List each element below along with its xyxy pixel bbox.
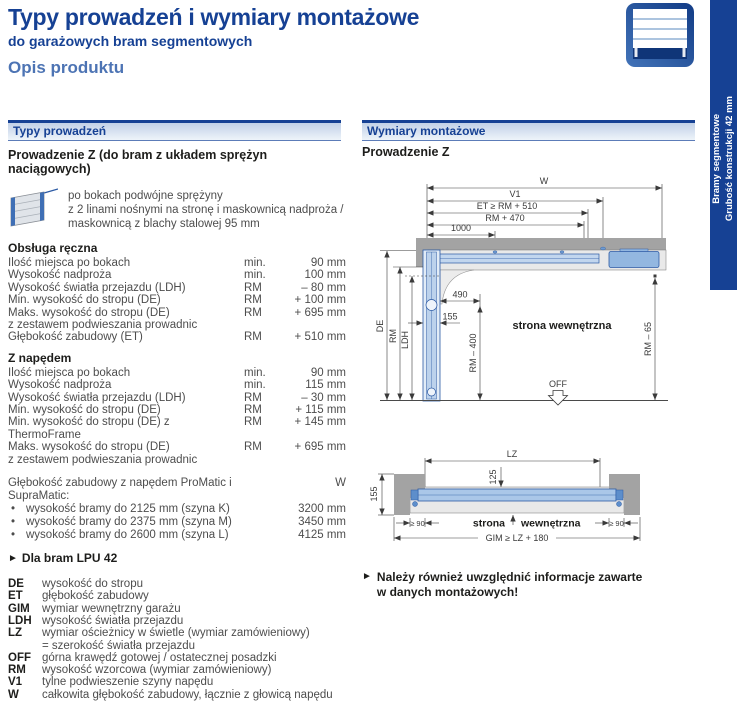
- sectional-door-icon: [625, 2, 695, 68]
- spec-value: + 100 mm: [294, 294, 346, 307]
- spec-value: – 80 mm: [301, 281, 346, 294]
- legend-row: [8, 689, 346, 701]
- manual-title: Obsługa ręczna: [8, 241, 98, 255]
- label-off: OFF: [549, 379, 567, 389]
- legend-def: wymiar wewnętrzny garażu: [42, 602, 181, 615]
- legend-term: RM: [8, 664, 26, 677]
- legend-row: [8, 676, 346, 688]
- dim-1000: 1000: [450, 223, 472, 233]
- spec-value: 90 mm: [310, 257, 346, 269]
- dim-rm470: RM + 470: [485, 213, 525, 223]
- legend-row: [8, 664, 346, 676]
- spec-row: [8, 416, 346, 441]
- legend-term: W: [8, 688, 19, 701]
- spec-label: Maks. wysokość do stropu (DE): [8, 441, 170, 454]
- spec-value: + 510 mm: [294, 331, 346, 344]
- spec-label: Ilość miejsca po bokach: [8, 366, 131, 379]
- dim-lz: LZ: [506, 449, 518, 459]
- spec-label: Wysokość nadproża: [8, 269, 112, 282]
- spec-qualifier: RM: [244, 416, 262, 429]
- plan-view-drawing: [362, 443, 700, 548]
- legend-row: [8, 590, 346, 602]
- spec-label: z zestawem podwieszania prowadnic: [8, 319, 198, 332]
- dim-90-right: ≥ 90: [609, 519, 624, 528]
- spec-row: [8, 319, 346, 331]
- triangle-right-icon: ►: [362, 571, 372, 582]
- intro-line1: po bokach podwójne sprężyny: [68, 190, 223, 202]
- side-tab-line2: Grubość konstrukcji 42 mm: [724, 96, 735, 222]
- off-level-arrow-icon: [549, 391, 568, 406]
- depth-value: 4125 mm: [298, 529, 346, 542]
- spec-row: [8, 392, 346, 404]
- spec-qualifier: RM: [244, 441, 262, 454]
- legend-term: OFF: [8, 651, 31, 664]
- spec-qualifier: [244, 319, 282, 331]
- spec-qualifier: min.: [244, 257, 266, 269]
- spec-qualifier: RM: [244, 281, 262, 294]
- legend-term: GIM: [8, 602, 30, 615]
- operator-head: [609, 252, 659, 268]
- spec-label: Min. wysokość do stropu (DE): [8, 294, 161, 307]
- depth-label: wysokość bramy do 2375 mm (szyna M): [26, 516, 232, 529]
- dim-v1: V1: [509, 189, 521, 199]
- legend-row: [8, 627, 346, 652]
- spec-qualifier: RM: [244, 331, 262, 344]
- spec-label: Min. wysokość do stropu (DE): [8, 404, 161, 417]
- depth-label: wysokość bramy do 2125 mm (szyna K): [26, 503, 230, 516]
- legend-def: tylne podwieszenie szyny napędu: [42, 676, 214, 689]
- dim-w: W: [539, 176, 549, 186]
- spec-value: + 695 mm: [294, 441, 346, 454]
- depth-row: [8, 516, 346, 529]
- spec-qualifier: [244, 454, 282, 466]
- spec-qualifier: RM: [244, 306, 262, 319]
- spec-label: Min. wysokość do stropu (DE) z ThermoFrame: [8, 416, 170, 441]
- ceiling: [416, 238, 666, 250]
- legend-def-line2: = szerokość światła przejazdu: [42, 639, 196, 652]
- page-subtitle: do garażowych bram segmentowych: [8, 33, 253, 49]
- intro-line3: maskownicą z blachy stalowej 95 mm: [68, 218, 260, 230]
- legend-row: [8, 652, 346, 664]
- spec-value: + 695 mm: [294, 306, 346, 319]
- track-z-icon: [8, 187, 58, 229]
- dim-gim: GIM ≥ LZ + 180: [485, 533, 549, 543]
- spec-row: [8, 379, 346, 391]
- spec-value: – 30 mm: [301, 391, 346, 404]
- spec-value: + 145 mm: [294, 416, 346, 429]
- dim-155-plan: 155: [369, 486, 379, 502]
- spec-row: [8, 404, 346, 416]
- manual-table: [8, 257, 346, 344]
- legend-term: DE: [8, 578, 24, 591]
- dim-rm65: RM – 65: [643, 321, 653, 357]
- legend-def-line1: wymiar ościeżnicy w świetle (wymiar zamówieniowy): [42, 627, 310, 640]
- legend-row: [8, 603, 346, 615]
- spec-qualifier: RM: [244, 391, 262, 404]
- spec-qualifier: RM: [244, 294, 262, 307]
- depth-row: [8, 503, 346, 516]
- side-tab-line1: Bramy segmentowe: [710, 114, 722, 204]
- spec-label: Głębokość zabudowy (ET): [8, 331, 143, 344]
- spec-label: Maks. wysokość do stropu (DE): [8, 306, 170, 319]
- spec-row: [8, 331, 346, 343]
- legend-def: całkowita głębokość zabudowy, łącznie z głowicą napędu: [42, 688, 333, 701]
- spec-value: 100 mm: [304, 269, 346, 282]
- legend-term: LDH: [8, 614, 32, 627]
- legend-def: wysokość wzorcowa (wymiar zamówieniowy): [42, 664, 272, 677]
- dim-90-left: ≥ 90: [410, 519, 425, 528]
- triangle-right-icon: ►: [8, 553, 18, 565]
- legend: [8, 578, 346, 701]
- depth-title: Głębokość zabudowy z napędem ProMatic i SupraMatic:: [8, 477, 232, 503]
- installation-note-text: [377, 570, 642, 599]
- depth-value: 3450 mm: [298, 516, 346, 529]
- dim-rm: RM: [388, 329, 398, 343]
- right-section-header: Wymiary montażowe: [362, 120, 695, 141]
- legend-def: [42, 627, 346, 652]
- spec-qualifier: min.: [244, 366, 266, 379]
- dim-et: ET ≥ RM + 510: [476, 201, 538, 211]
- note-line1: Należy również uwzględnić informacje zawarte: [376, 570, 643, 584]
- left-section-header: Typy prowadzeń: [8, 120, 341, 141]
- lpu-note: [8, 551, 346, 565]
- dim-de: DE: [375, 319, 385, 333]
- intro-block: [8, 187, 346, 231]
- label-inside-a: strona: [472, 517, 505, 530]
- page-title: Typy prowadzeń i wymiary montażowe: [8, 4, 420, 30]
- depth-value: 3200 mm: [298, 503, 346, 516]
- spec-row: [8, 454, 346, 466]
- label-inside-b: wewnętrzna: [521, 517, 581, 530]
- spec-value: [282, 454, 346, 466]
- spec-value: [282, 319, 346, 331]
- left-column: [8, 120, 346, 701]
- legend-def: głębokość zabudowy: [42, 590, 149, 603]
- legend-row: [8, 578, 346, 590]
- spec-row: [8, 269, 346, 281]
- legend-def: wysokość światła przejazdu: [42, 614, 184, 627]
- dim-ldh: LDH: [400, 330, 410, 350]
- spec-label: Wysokość światła przejazdu (LDH): [8, 281, 186, 294]
- depth-row: [8, 529, 346, 542]
- depth-block: [8, 477, 346, 542]
- note-line2: w danych montażowych!: [376, 584, 519, 599]
- bullet: •: [11, 529, 16, 542]
- legend-def: górna krawędź gotowej / ostatecznej posadzki: [42, 651, 277, 664]
- side-view-drawing: [362, 168, 700, 413]
- spec-label: Ilość miejsca po bokach: [8, 257, 131, 269]
- intro-text: [68, 187, 344, 231]
- installation-note: [362, 570, 707, 599]
- spec-label: Wysokość światła przejazdu (LDH): [8, 391, 186, 404]
- dim-490: 490: [452, 289, 468, 300]
- spec-row: [8, 367, 346, 379]
- right-column: [362, 120, 707, 599]
- legend-term: V1: [8, 676, 23, 689]
- powered-title: Z napędem: [8, 350, 72, 365]
- left-heading: Prowadzenie Z (do bram z układem sprężyn naciągowych): [8, 148, 268, 176]
- depth-label: wysokość bramy do 2600 mm (szyna L): [26, 529, 229, 542]
- bullet: •: [11, 516, 16, 529]
- spec-row: [8, 294, 346, 306]
- dim-rm400: RM – 400: [468, 333, 478, 373]
- right-heading: Prowadzenie Z: [362, 145, 450, 159]
- spec-qualifier: min.: [244, 379, 266, 392]
- spec-qualifier: RM: [244, 404, 262, 417]
- spec-value: 90 mm: [310, 366, 346, 379]
- depth-col-header: W: [335, 477, 346, 490]
- lpu-note-text: Dla bram LPU 42: [21, 551, 118, 566]
- legend-term: LZ: [8, 627, 23, 640]
- spec-row: [8, 282, 346, 294]
- spec-row: [8, 257, 346, 269]
- spec-qualifier: min.: [244, 269, 266, 282]
- powered-table: [8, 367, 346, 466]
- legend-def: wysokość do stropu: [42, 578, 143, 591]
- intro-line2: z 2 linami nośnymi na stronę i maskownicą nadproża /: [68, 204, 344, 216]
- dim-155: 155: [442, 311, 458, 322]
- dim-125: 125: [488, 469, 498, 485]
- bullet: •: [11, 503, 16, 516]
- spec-row: [8, 307, 346, 319]
- side-tab: [710, 0, 737, 290]
- spec-label: Wysokość nadproża: [8, 379, 112, 392]
- page-section-label: Opis produktu: [8, 58, 125, 77]
- spec-label: z zestawem podwieszania prowadnic: [8, 453, 198, 466]
- label-inside: strona wewnętrzna: [512, 320, 612, 332]
- legend-term: ET: [8, 590, 23, 603]
- spec-value: 115 mm: [305, 379, 346, 392]
- spec-row: [8, 441, 346, 453]
- legend-row: [8, 615, 346, 627]
- spec-value: + 115 mm: [295, 404, 346, 417]
